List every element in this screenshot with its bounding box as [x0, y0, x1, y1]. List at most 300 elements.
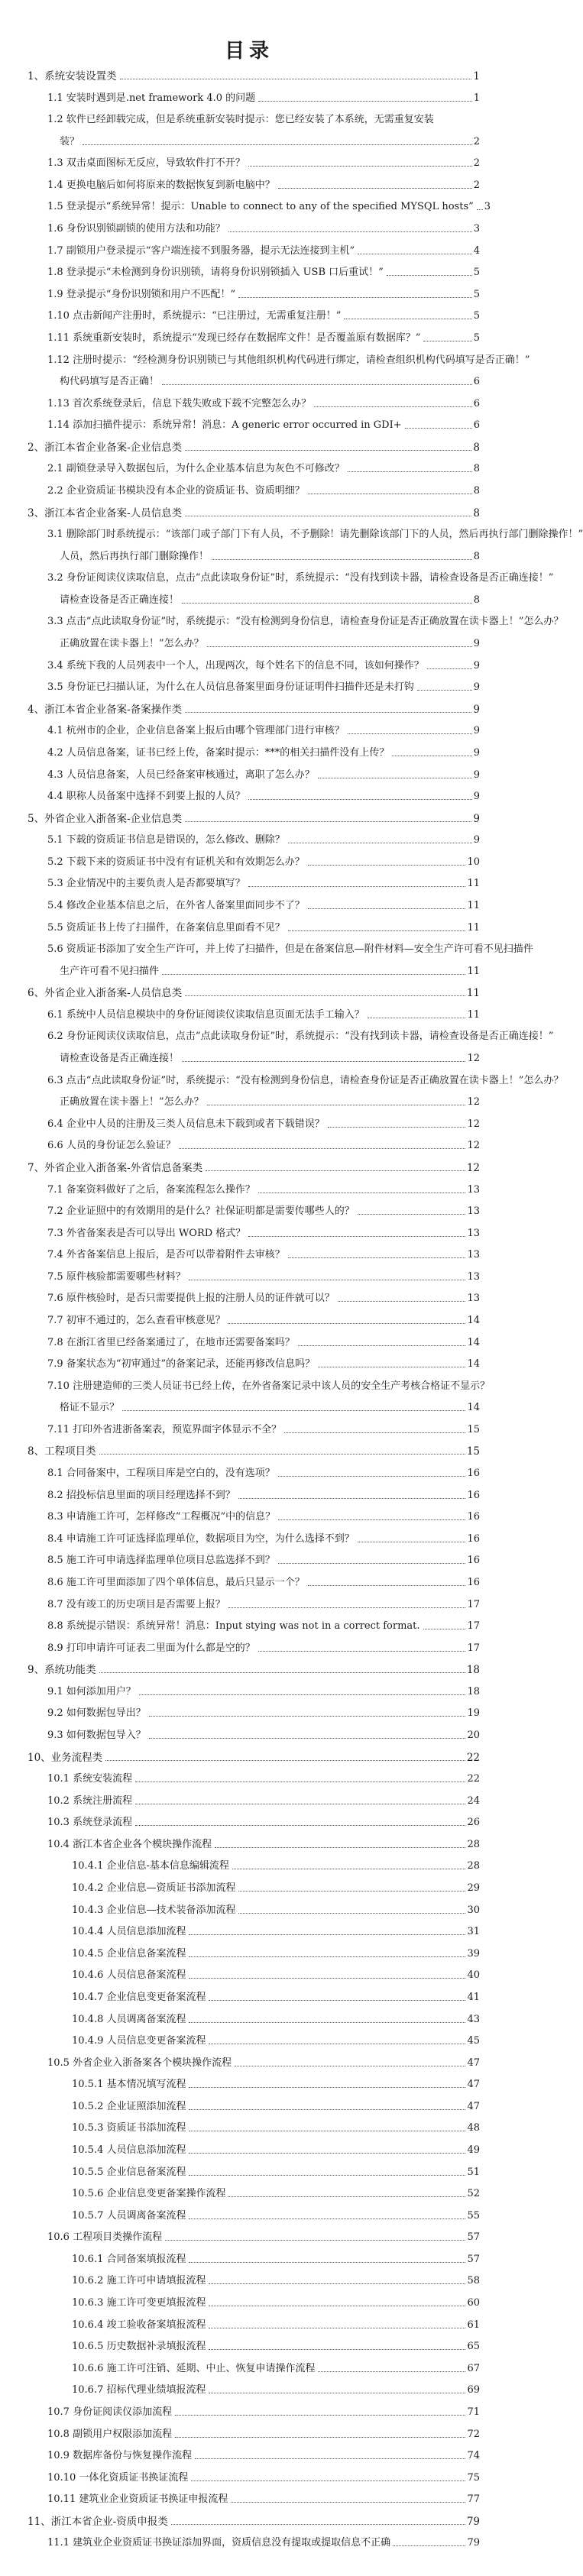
toc-entry-text: 10.7 身份证阅读仪添加流程 [47, 2406, 173, 2418]
toc-entry[interactable] [72, 2210, 480, 2222]
dot-leader [405, 428, 472, 429]
toc-page-number: 57 [467, 2253, 480, 2265]
toc-entry-text: 4.2 人员信息备案，证书已经上传，备案时提示：***的相关扫描件没有上传？ [47, 746, 390, 759]
toc-entry[interactable] [47, 92, 480, 105]
toc-page-number: 14 [467, 1358, 480, 1371]
toc-page-number: 14 [467, 1336, 480, 1348]
toc-entry-text: 6、外省企业入浙备案-人员信息类 [28, 987, 183, 1000]
toc-entry[interactable] [72, 1926, 480, 1938]
toc-page-number: 9 [473, 725, 480, 737]
toc-entry[interactable] [60, 1402, 480, 1414]
toc-entry[interactable] [47, 1839, 480, 1851]
dot-leader [189, 1934, 465, 1935]
toc-entry[interactable] [47, 1817, 480, 1829]
toc-entry-text: 7.8 在浙江省里已经备案通过了，在地市还需要备案吗？ [47, 1336, 295, 1348]
toc-entry[interactable] [47, 834, 480, 846]
toc-section-entry[interactable] [28, 2516, 480, 2528]
toc-entry-text: 1.1 安装时遇到是.net framework 4.0 的问题 [47, 92, 256, 104]
toc-entry-text: 9.1 如何添加用户？ [47, 1685, 136, 1697]
toc-page-number: 45 [467, 2035, 480, 2047]
dot-leader [298, 1345, 466, 1346]
toc-entry[interactable] [47, 900, 480, 912]
toc-entry[interactable] [47, 1620, 480, 1633]
toc-entry[interactable] [72, 1948, 480, 1960]
toc-entry-text: 7、外省企业入浙备案-外省信息备案类 [28, 1161, 203, 1174]
toc-entry[interactable] [47, 310, 480, 322]
toc-entry[interactable] [47, 1686, 480, 1698]
toc-entry[interactable] [72, 2254, 480, 2266]
dot-leader [394, 2545, 465, 2546]
toc-entry-text: 10.5.1 基本情况填写流程 [72, 2079, 186, 2091]
toc-entry[interactable] [72, 2014, 480, 2026]
toc-entry-text: 9.2 如何数据包导出？ [47, 1707, 146, 1720]
toc-entry-text: 请检查设备是否正确连接！ [60, 1053, 180, 1065]
toc-section-entry[interactable] [28, 1664, 480, 1676]
toc-entry-text: 6.1 系统中人员信息模块中的身份证阅读仪读取信息页面无法手工输入？ [47, 1008, 364, 1021]
toc-entry[interactable] [47, 1118, 480, 1131]
dot-leader [149, 1716, 466, 1717]
toc-page-number: 13 [467, 1205, 480, 1218]
toc-entry-text: 7.7 初审不通过的，怎么查看审核意见？ [47, 1315, 225, 1326]
toc-entry[interactable] [47, 1468, 480, 1480]
toc-page-number: 6 [473, 419, 480, 432]
toc-entry-text: 8、工程项目类 [28, 1445, 96, 1458]
toc-page-number: 13 [467, 1183, 480, 1196]
toc-page-number: 40 [467, 1969, 480, 1982]
toc-entry-text: 8.1 合同备案中，工程项目库是空白的，没有选项？ [47, 1468, 275, 1480]
toc-entry[interactable] [72, 1969, 480, 1982]
toc-entry[interactable] [47, 2406, 480, 2419]
toc-entry[interactable] [47, 223, 480, 235]
toc-entry[interactable] [60, 966, 480, 978]
toc-page-number: 26 [467, 1817, 480, 1829]
toc-entry-text: 11.1 建筑业企业资质证书换证添加界面，资质信息没有提取或提取信息不正确 [47, 2537, 391, 2549]
toc-entry-wrapped-line[interactable]: 1.2 软件已经卸载完成，但是系统重新安装时提示：您已经安装了本系统，无需重复安装 [47, 114, 434, 126]
toc-entry-text: 1.4 更换电脑后如何将原来的数据恢复到新电脑中？ [47, 179, 275, 191]
toc-entry-text: 10.5.7 人员调离备案流程 [72, 2209, 186, 2222]
dot-leader [162, 384, 472, 385]
toc-entry[interactable] [47, 2472, 480, 2484]
toc-page-number: 58 [467, 2275, 480, 2287]
toc-entry[interactable] [47, 2057, 480, 2070]
toc-entry[interactable] [72, 2297, 480, 2309]
toc-page-number: 11 [467, 965, 480, 977]
dot-leader [318, 2371, 465, 2372]
dot-leader [348, 733, 472, 734]
toc-entry[interactable] [72, 2035, 480, 2047]
toc-entry-text: 1.13 首次系统登录后，信息下载失败或下载不完整怎么办？ [47, 397, 312, 409]
dot-leader [248, 799, 472, 800]
toc-entry[interactable] [47, 1795, 480, 1807]
toc-entry[interactable] [47, 2429, 480, 2441]
toc-page-number: 1 [473, 70, 480, 83]
toc-entry-text: 10.6.1 合同备案填报流程 [72, 2253, 186, 2265]
toc-entry[interactable] [47, 1184, 480, 1196]
dot-leader [171, 2524, 465, 2525]
toc-entry-text: 10.9 数据库备份与恢复操作流程 [47, 2450, 193, 2462]
toc-entry-text: 6.4 企业中人员的注册及三类人员信息未下载到或者下载错误？ [47, 1118, 325, 1130]
toc-page-number: 79 [466, 2515, 480, 2528]
toc-entry[interactable] [47, 1533, 480, 1545]
toc-entry[interactable] [47, 245, 480, 257]
toc-page-number: 51 [467, 2166, 480, 2178]
toc-entry-text: 10.6 工程项目类操作流程 [47, 2231, 163, 2244]
dot-leader [387, 275, 472, 276]
toc-page-number: 16 [467, 1511, 480, 1523]
dot-leader [162, 974, 465, 975]
toc-entry[interactable] [47, 856, 480, 869]
toc-entry-text: 构代码填写是否正确！ [60, 376, 160, 388]
toc-entry[interactable] [72, 2122, 480, 2134]
toc-section-entry[interactable] [28, 1752, 480, 1764]
dot-leader [228, 2196, 465, 2197]
toc-page-number: 16 [467, 1489, 480, 1501]
toc-entry[interactable] [47, 878, 480, 890]
dot-leader [185, 712, 471, 713]
toc-page-number: 29 [467, 1882, 480, 1895]
toc-entry[interactable] [47, 725, 480, 737]
toc-page-number: 41 [467, 1991, 480, 2003]
dot-leader [308, 1585, 466, 1586]
toc-entry-text: 10.6.7 招标代理业绩填报流程 [72, 2384, 206, 2396]
toc-entry-text: 3、浙江本省企业备案-人员信息类 [28, 506, 183, 519]
toc-page-number: 22 [467, 1773, 480, 1785]
toc-page-number: 13 [467, 1293, 480, 1305]
dot-leader [314, 406, 472, 407]
toc-page-number: 12 [467, 1053, 480, 1065]
toc-entry[interactable] [72, 1882, 480, 1895]
dot-leader [185, 821, 471, 822]
toc-page-number: 14 [467, 1315, 480, 1326]
toc-entry[interactable] [72, 2167, 480, 2179]
toc-page-number: 11 [466, 987, 480, 1000]
toc-entry[interactable] [72, 1860, 480, 1872]
toc-entry-text: 5.3 企业情况中的主要负责人是否都要填写？ [47, 878, 245, 890]
toc-section-entry[interactable] [28, 1162, 480, 1174]
toc-entry[interactable] [72, 1904, 480, 1917]
toc-page-number: 77 [467, 2493, 480, 2506]
toc-entry-text: 7.4 外省备案信息上报后，是否可以带着附件去审核？ [47, 1249, 285, 1261]
toc-entry-text: 10.6.2 施工许可申请填报流程 [72, 2275, 206, 2287]
toc-entry[interactable] [47, 398, 480, 410]
toc-entry-text: 10.6.4 竣工验收备案填报流程 [72, 2319, 206, 2331]
toc-entry[interactable] [60, 551, 480, 563]
toc-page-number: 5 [473, 310, 480, 322]
toc-entry[interactable] [47, 1642, 480, 1655]
toc-entry-wrapped-line[interactable]: 6.3 点击“点此读取身份证”时，系统提示：“没有检测到身份信息，请检查身份证是否正确放置在读卡器上！”怎么办？ [47, 1074, 564, 1086]
toc-entry[interactable] [60, 376, 480, 388]
toc-entry-text: 7.9 备案状态为“初审通过”的备案记录，还能再修改信息吗？ [47, 1358, 316, 1371]
toc-entry[interactable] [47, 2537, 480, 2549]
toc-entry[interactable] [47, 1730, 480, 1742]
toc-page-number: 8 [473, 594, 480, 606]
toc-entry-text: 10.1 系统安装流程 [47, 1773, 133, 1785]
toc-page-number: 18 [466, 1664, 480, 1677]
toc-entry-text: 7.1 备案资料做好了之后，备案流程怎么操作？ [47, 1183, 255, 1196]
toc-page-number: 9 [473, 791, 480, 803]
toc-page-number: 9 [473, 812, 480, 825]
dot-leader [348, 471, 472, 472]
toc-entry-text: 1.3 双击桌面图标无反应，导致软件打不开？ [47, 157, 245, 170]
toc-entry[interactable] [47, 2493, 480, 2506]
dot-leader [278, 1476, 466, 1477]
toc-page-number: 69 [467, 2384, 480, 2396]
toc-entry-text: 9.3 如何数据包导入？ [47, 1730, 146, 1741]
toc-entry-text: 4.4 职称人员备案中选择不到要上报的人员？ [47, 791, 245, 803]
toc-entry-text: 10.5 外省企业入浙备案各个模块操作流程 [47, 2057, 232, 2069]
toc-page-number: 16 [467, 1532, 480, 1545]
toc-entry[interactable] [47, 660, 480, 672]
toc-page-number: 18 [467, 1685, 480, 1697]
toc-page-number: 43 [467, 2013, 480, 2025]
dot-leader [231, 2502, 465, 2503]
toc-page-number: 2 [473, 179, 480, 191]
toc-section-entry[interactable] [28, 813, 480, 825]
toc-entry-text: 3.4 系统下我的人员列表中一个人，出现两次，每个姓名下的信息不同，该如何操作？ [47, 659, 424, 672]
dot-leader [278, 1563, 466, 1564]
toc-entry[interactable] [47, 1249, 480, 1261]
toc-entry-text: 7.5 原件核验都需要哪些材料？ [47, 1270, 186, 1283]
toc-entry[interactable] [47, 1424, 480, 1436]
dot-leader [288, 1257, 466, 1258]
toc-page-number: 8 [473, 463, 480, 475]
toc-entry[interactable] [47, 2231, 480, 2244]
toc-entry-wrapped-line[interactable]: 3.2 身份证阅读仪读取信息，点击“点此读取身份证”时，系统提示：“没有找到读卡器，请检查设备是否正确连接！” [47, 572, 554, 584]
toc-entry[interactable] [47, 1577, 480, 1589]
toc-page-number: 24 [467, 1794, 480, 1807]
dot-leader [189, 1956, 465, 1957]
dot-leader [209, 2283, 465, 2284]
toc-entry-text: 正确放置在读卡器上！”怎么办？ [60, 638, 204, 650]
toc-entry-text: 10.4.7 企业信息变更备案流程 [72, 1991, 206, 2003]
toc-entry-text: 生产许可看不见扫描件 [60, 965, 160, 977]
toc-entry[interactable] [72, 2188, 480, 2200]
dot-leader [195, 2458, 465, 2459]
toc-section-entry[interactable] [28, 442, 480, 454]
toc-entry[interactable] [47, 1140, 480, 1152]
dot-leader [139, 1694, 466, 1695]
toc-entry-text: 10.4.2 企业信息—资质证书添加流程 [72, 1882, 236, 1895]
toc-section-entry[interactable] [28, 507, 480, 519]
toc-entry[interactable] [47, 1009, 480, 1021]
toc-entry-text: 10.2 系统注册流程 [47, 1794, 133, 1807]
toc-entry-text: 10.5.2 企业证照添加流程 [72, 2100, 186, 2112]
toc-entry[interactable] [60, 638, 480, 650]
toc-entry[interactable] [47, 419, 480, 432]
toc-entry[interactable] [47, 157, 480, 170]
toc-section-entry[interactable] [28, 987, 480, 999]
toc-page-number: 60 [467, 2297, 480, 2309]
toc-page-number: 28 [467, 1838, 480, 1850]
toc-page-number: 31 [467, 1926, 480, 1938]
dot-leader [258, 1651, 466, 1652]
toc-entry[interactable] [72, 2319, 480, 2332]
toc-entry[interactable] [47, 1490, 480, 1502]
toc-entry-text: 6.6 人员的身份证怎么验证？ [47, 1140, 176, 1152]
toc-entry[interactable] [47, 681, 480, 694]
toc-entry[interactable] [47, 1205, 480, 1218]
toc-entry[interactable] [47, 1228, 480, 1240]
toc-entry-text: 正确放置在读卡器上！”怎么办？ [60, 1096, 204, 1108]
toc-entry[interactable] [47, 201, 491, 213]
toc-entry[interactable] [47, 1293, 480, 1305]
toc-entry[interactable] [47, 1773, 480, 1785]
toc-page-number: 47 [467, 2057, 480, 2069]
toc-entry[interactable] [47, 1511, 480, 1523]
dot-leader [189, 2262, 465, 2263]
toc-entry[interactable] [47, 1555, 480, 1567]
dot-leader [284, 1432, 465, 1433]
dot-leader [308, 908, 466, 909]
toc-entry[interactable] [47, 463, 480, 475]
toc-entry-text: 10.5.3 资质证书添加流程 [72, 2122, 186, 2134]
dot-leader [99, 1454, 465, 1455]
dot-leader [209, 2349, 465, 2350]
toc-page-number: 47 [467, 2079, 480, 2091]
toc-entry[interactable] [60, 594, 480, 607]
dot-leader [477, 209, 483, 210]
toc-entry[interactable] [72, 2275, 480, 2287]
toc-entry[interactable] [47, 1599, 480, 1611]
toc-page-number: 1 [473, 92, 480, 104]
toc-entry[interactable] [72, 2363, 480, 2375]
toc-entry-text: 1.8 登录提示“未检测到身份识别锁，请将身份识别锁插入 USB 口后重试！” [47, 267, 384, 279]
toc-entry-text: 5.5 资质证书上传了扫描件，在备案信息里面看不见？ [47, 921, 285, 934]
toc-page-number: 9 [473, 659, 480, 672]
toc-page-number: 19 [467, 1707, 480, 1720]
dot-leader [175, 2415, 465, 2416]
toc-page-number: 5 [473, 288, 480, 300]
toc-entry[interactable] [47, 180, 480, 192]
toc-section-entry[interactable] [28, 70, 480, 83]
toc-entry[interactable] [60, 1096, 480, 1108]
dot-leader [278, 1519, 465, 1520]
toc-entry-wrapped-line[interactable]: 3.3 点击“点此读取身份证”时，系统提示：“没有检测到身份信息，请检查身份证是否正确放置在读卡器上！”怎么办？ [47, 616, 564, 628]
toc-entry[interactable] [60, 136, 480, 148]
toc-page-number: 9 [473, 769, 480, 781]
toc-entry[interactable] [72, 2384, 480, 2396]
dot-leader [228, 1323, 466, 1324]
toc-entry[interactable] [72, 2101, 480, 2113]
toc-entry-wrapped-line[interactable]: 1.12 注册时提示：“经检测身份识别锁已与其他组织机构代码进行绑定，请检查组织机构代码填写是否正确！” [47, 354, 530, 366]
toc-page-number: 11 [467, 900, 480, 911]
toc-entry-wrapped-line[interactable]: 3.1 删除部门时系统提示：“该部门或子部门下有人员，不予删除！请先删除该部门下的人员，然后再执行部门删除操作！” [47, 529, 583, 541]
toc-entry[interactable] [47, 2450, 480, 2462]
toc-page-number: 8 [473, 506, 480, 519]
dot-leader [99, 1672, 465, 1673]
dot-leader [175, 2437, 465, 2438]
toc-entry[interactable] [47, 791, 480, 803]
toc-entry-text: 5.1 下载的资质证书信息是错误的，怎么修改、删除？ [47, 834, 285, 846]
toc-page-number: 39 [467, 1947, 480, 1960]
toc-entry-text: 10.8 副锁用户权限添加流程 [47, 2428, 173, 2440]
toc-entry-wrapped-line[interactable]: 6.2 身份证阅读仪读取信息，点击“点此读取身份证”时，系统提示：“没有找到读卡器，请检查设备是否正确连接！” [47, 1031, 554, 1043]
toc-entry-text: 8.3 申请施工许可，怎样修改“工程概况”中的信息？ [47, 1511, 276, 1523]
toc-entry[interactable] [47, 267, 480, 279]
toc-page-number: 12 [467, 1096, 480, 1108]
toc-entry-text: 10.4.3 企业信息—技术装备添加流程 [72, 1904, 236, 1916]
toc-section-entry[interactable] [28, 704, 480, 716]
toc-page-number: 9 [473, 703, 480, 716]
toc-entry[interactable] [47, 289, 480, 301]
toc-entry[interactable] [72, 1992, 480, 2004]
dot-leader [207, 646, 472, 647]
dot-leader [228, 1607, 466, 1608]
toc-page-number: 47 [467, 2100, 480, 2112]
toc-entry-wrapped-line[interactable]: 7.10 注册建造师的三类人员证书已经上传，在外省备案记录中该人员的安全生产考核合格证不显示？ [47, 1380, 491, 1392]
toc-entry[interactable] [47, 1707, 480, 1720]
toc-entry[interactable] [47, 1315, 480, 1327]
toc-entry[interactable] [72, 2341, 480, 2353]
toc-entry[interactable] [47, 1358, 480, 1371]
toc-entry-text: 10.4.9 人员信息变更备案流程 [72, 2035, 206, 2047]
toc-entry-text: 10.4 浙江本省企业各个模块操作流程 [47, 1838, 212, 1850]
toc-page-number: 8 [473, 485, 480, 497]
toc-entry-text: 8.5 施工许可申请选择监理单位项目总监选择不到？ [47, 1555, 275, 1567]
toc-page-number: 3 [473, 223, 480, 235]
toc-entry-text: 10.5.4 人员信息添加流程 [72, 2144, 186, 2156]
toc-entry-text: 1.6 身份识别锁副锁的使用方法和功能？ [47, 223, 225, 235]
toc-page-number: 52 [467, 2188, 480, 2200]
toc-entry-text: 1.14 添加扫描件提示：系统异常！消息：A generic error occurred in GDI+ [47, 419, 402, 432]
toc-page-number: 65 [467, 2341, 480, 2353]
toc-page-number: 9 [473, 834, 480, 846]
toc-page-number: 16 [467, 1468, 480, 1480]
toc-entry[interactable] [47, 1271, 480, 1283]
toc-title: 目录 [224, 40, 274, 63]
toc-page-number: 17 [467, 1620, 480, 1633]
toc-entry-text: 10.5.6 企业信息变更备案操作流程 [72, 2188, 226, 2200]
toc-entry-text: 10.6.3 施工许可变更填报流程 [72, 2297, 206, 2309]
toc-entry-text: 7.3 外省备案表是否可以导出 WORD 格式？ [47, 1227, 246, 1239]
toc-entry-text: 4、浙江本省企业备案-备案操作类 [28, 703, 183, 716]
toc-entry[interactable] [60, 1053, 480, 1065]
dot-leader [328, 1127, 466, 1128]
toc-entry-text: 10.4.6 人员信息备案流程 [72, 1969, 186, 1982]
dot-leader [417, 690, 472, 691]
toc-page-number: 8 [473, 441, 480, 454]
toc-page-number: 4 [473, 244, 480, 257]
toc-page-number: 17 [467, 1642, 480, 1654]
toc-entry-text: 1.11 系统重新安装时，系统提示“发现已经存在数据库文件！是否覆盖原有数据库？” [47, 332, 421, 344]
toc-entry[interactable] [47, 922, 480, 934]
toc-entry[interactable] [47, 332, 480, 345]
toc-entry-text: 2.2 企业资质证书模块没有本企业的资质证书、资质明细？ [47, 485, 305, 497]
toc-entry[interactable] [47, 747, 480, 759]
toc-page-number: 9 [473, 746, 480, 759]
toc-entry[interactable] [47, 485, 480, 497]
dot-leader [189, 2175, 465, 2176]
toc-entry[interactable] [47, 769, 480, 782]
dot-leader [206, 1170, 465, 1171]
toc-entry[interactable] [47, 1337, 480, 1349]
toc-entry[interactable] [72, 2079, 480, 2091]
toc-entry-text: 1、系统安装设置类 [28, 70, 117, 83]
toc-page-number: 13 [467, 1270, 480, 1283]
toc-section-entry[interactable] [28, 1445, 480, 1458]
toc-entry-text: 3.5 身份证已扫描认证，为什么在人员信息备案里面身份证证明件扫描件还是未打钩 [47, 681, 414, 694]
dot-leader [122, 1410, 465, 1411]
toc-entry-text: 4.3 人员信息备案，人员已经备案审核通过，离职了怎么办？ [47, 769, 315, 781]
toc-entry-text: 10.4.5 企业信息备案流程 [72, 1947, 186, 1960]
dot-leader [105, 1760, 465, 1761]
toc-entry-text: 8.8 系统提示错误：系统异常！消息：Input stying was not in a correct format. [47, 1620, 420, 1633]
toc-entry-wrapped-line[interactable]: 5.6 资质证书添加了安全生产许可，并上传了扫描件，但是在备案信息—附件材料—安全生产许可看不见扫描件 [47, 943, 533, 956]
toc-page-number: 5 [473, 267, 480, 279]
dot-leader [238, 297, 472, 298]
toc-entry[interactable] [72, 2144, 480, 2157]
toc-entry-text: 10.3 系统登录流程 [47, 1817, 133, 1829]
